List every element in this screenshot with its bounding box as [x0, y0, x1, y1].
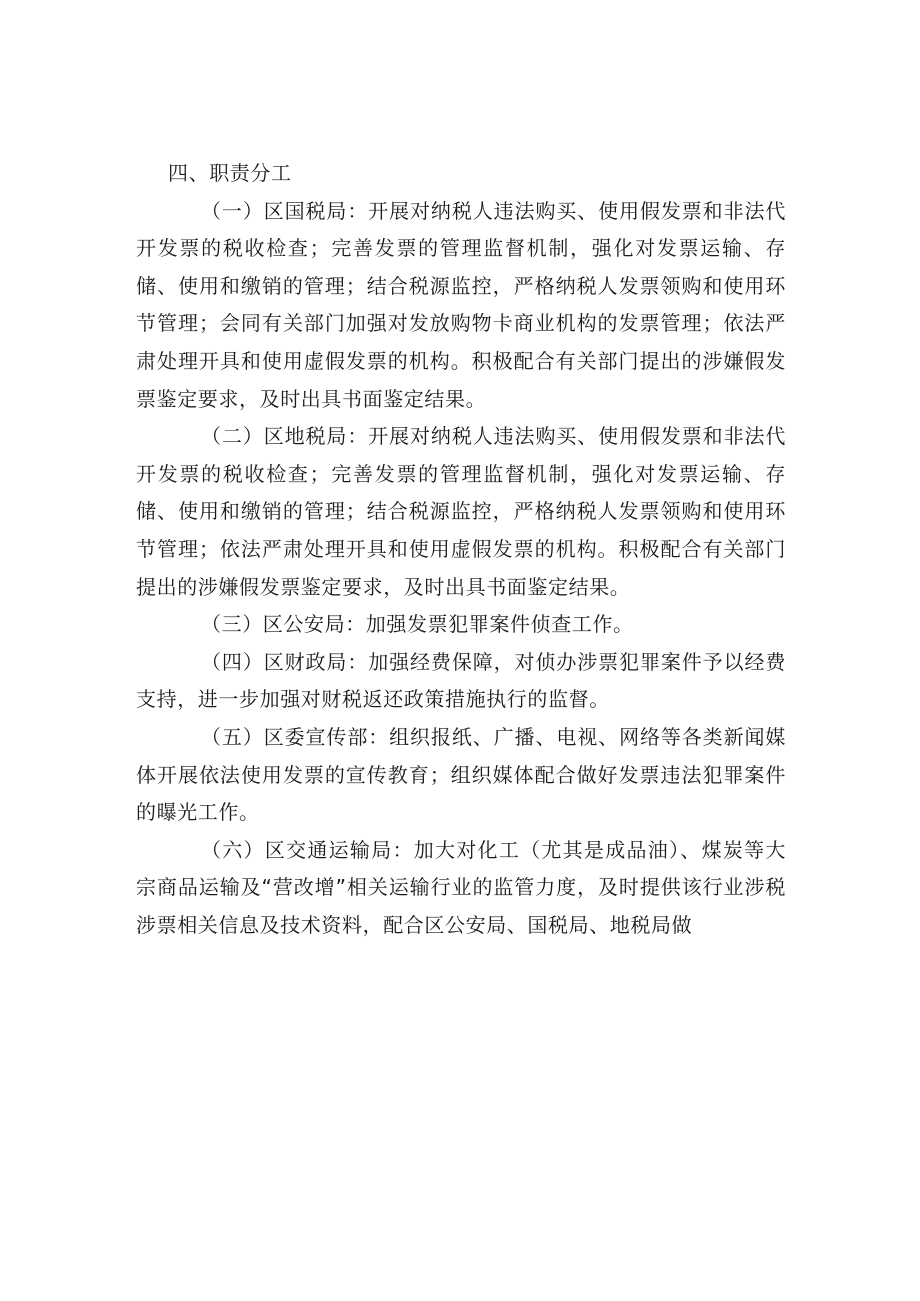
paragraph-xuanchuanbu: （五）区委宣传部：组织报纸、广播、电视、网络等各类新闻媒体开展依法使用发票的宣传教育；组织媒体配合做好发票违法犯罪案件的曝光工作。: [136, 724, 786, 825]
paragraph-dishuiju: （二）区地税局：开展对纳税人违法购买、使用假发票和非法代开发票的税收检查；完善发票的管理监督机制，强化对发票运输、存储、使用和缴销的管理；结合税源监控，严格纳税人发票领购和使用环节管理；依法严肃处理开具和使用虚假发票的机构。积极配合有关部门提出的涉嫌假发票鉴定要求，及时出具书面鉴定结果。: [136, 424, 786, 599]
paragraph-guoshuiju: （一）区国税局：开展对纳税人违法购买、使用假发票和非法代开发票的税收检查；完善发票的管理监督机制，强化对发票运输、存储、使用和缴销的管理；结合税源监控，严格纳税人发票领购和使用环节管理；会同有关部门加强对发放购物卡商业机构的发票管理；依法严肃处理开具和使用虚假发票的机构。积极配合有关部门提出的涉嫌假发票鉴定要求，及时出具书面鉴定结果。: [136, 198, 786, 411]
paragraph-caizhengju: （四）区财政局：加强经费保障，对侦办涉票犯罪案件予以经费支持，进一步加强对财税返还政策措施执行的监督。: [136, 649, 786, 712]
paragraph-gonganju: （三）区公安局：加强发票犯罪案件侦查工作。: [201, 612, 634, 637]
section-heading: 四、职责分工: [168, 161, 292, 185]
paragraph-jiaotongyunshuju: （六）区交通运输局：加大对化工（尤其是成品油）、煤炭等大宗商品运输及“营改增”相关运输行业的监管力度，及时提供该行业涉税涉票相关信息及技术资料，配合区公安局、国税局、地税局做: [136, 837, 786, 937]
document-body: [136, 155, 786, 944]
